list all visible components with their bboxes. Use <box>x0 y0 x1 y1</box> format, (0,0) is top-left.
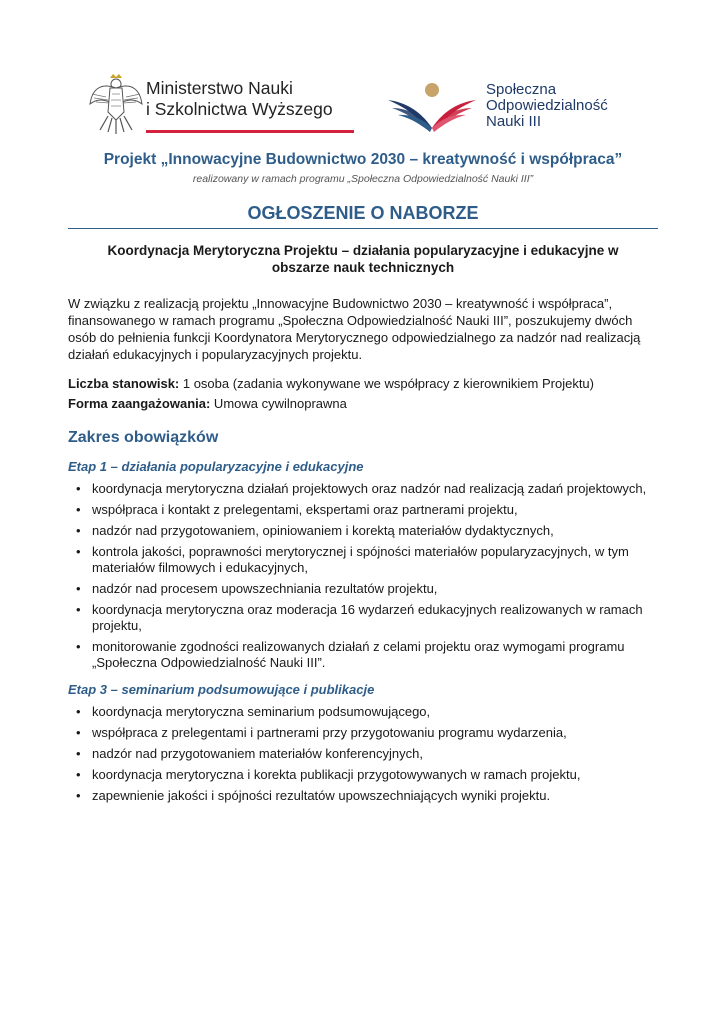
position-title <box>68 242 658 276</box>
list-item: • koordynacja merytoryczna działań projektowych oraz nadzór nad realizacją zadań projektowych, <box>68 481 658 497</box>
list-item: • koordynacja merytoryczna oraz moderacja 16 wydarzeń edukacyjnych realizowanych w ramach projektu, <box>68 602 658 634</box>
list-item: • koordynacja merytoryczna seminarium podsumowującego, <box>68 704 658 720</box>
list-item: • współpraca z prelegentami i partnerami przy przygotowaniu programu wydarzenia, <box>68 725 658 741</box>
son-program-logo <box>386 80 646 140</box>
list-item: • nadzór nad przygotowaniem, opiniowaniem i korektą materiałów dydaktycznych, <box>68 523 658 539</box>
eagle-emblem-icon <box>88 72 144 136</box>
announcement-heading: OGŁOSZENIE O NABORZE <box>247 203 479 223</box>
stage3-heading: Etap 3 – seminarium podsumowujące i publikacje <box>68 682 375 697</box>
engagement-form <box>68 395 658 412</box>
ministry-name <box>146 78 333 120</box>
position-title-line1: Koordynacja Merytoryczna Projektu – działania popularyzacyjne i edukacyjne w <box>107 243 619 258</box>
open-book-icon <box>386 80 478 136</box>
positions-count <box>68 375 658 392</box>
engagement-form-value: Umowa cywilnoprawna <box>210 396 347 411</box>
ministry-logo <box>88 72 338 136</box>
son-name-line2: Odpowiedzialność <box>486 97 608 114</box>
list-item: • monitorowanie zgodności realizowanych działań z celami projektu oraz wymogami programu „Społeczna Odpowiedzialność Nauki III”. <box>68 639 658 671</box>
logo-header <box>68 0 658 150</box>
position-title-line2: obszarze nauk technicznych <box>271 260 455 275</box>
son-program-name <box>486 82 608 130</box>
list-item: • kontrola jakości, poprawności merytorycznej i spójności materiałów popularyzacyjnych, w tym materiałów filmowych i edukacyjnych, <box>68 544 658 576</box>
son-name-line3: Nauki III <box>486 113 542 130</box>
intro-paragraph: W związku z realizacją projektu „Innowacyjne Budownictwo 2030 – kreatywność i współpraca”, finansowanego w ramach programu „Społeczna Odpowiedzialność Nauki III”, poszukujemy dwóch osób do pełnienia funkcji Koordynatora Merytorycznego odpowiedzialnego za nadzór nad realizacją działań edukacyjnych i popularyzacyjnych projektu. <box>68 296 641 362</box>
heading-divider <box>68 228 658 229</box>
son-name-line1: Społeczna <box>486 81 557 98</box>
positions-count-value: 1 osoba (zadania wykonywane we współpracy z kierownikiem Projektu) <box>179 376 594 391</box>
ministry-red-rule <box>146 130 354 133</box>
project-subtitle: realizowany w ramach programu „Społeczna Odpowiedzialność Nauki III” <box>192 173 534 185</box>
project-title: Projekt „Innowacyjne Budownictwo 2030 – kreatywność i współpraca” <box>103 151 623 168</box>
stage1-heading: Etap 1 – działania popularyzacyjne i edukacyjne <box>68 459 364 474</box>
position-details <box>68 375 658 412</box>
stage1-list <box>68 481 658 671</box>
list-item: • nadzór nad procesem upowszechniania rezultatów projektu, <box>68 581 658 597</box>
ministry-name-line2: i Szkolnictwa Wyższego <box>146 99 333 119</box>
engagement-form-label: Forma zaangażowania: <box>68 396 211 411</box>
list-item: • zapewnienie jakości i spójności rezultatów upowszechniających wyniki projektu. <box>68 788 658 804</box>
ministry-name-line1: Ministerstwo Nauki <box>146 78 293 98</box>
list-item: • koordynacja merytoryczna i korekta publikacji przygotowywanych w ramach projektu, <box>68 767 658 783</box>
positions-count-label: Liczba stanowisk: <box>68 376 180 391</box>
scope-heading: Zakres obowiązków <box>68 429 219 446</box>
stage3-list <box>68 704 658 804</box>
list-item: • współpraca i kontakt z prelegentami, ekspertami oraz partnerami projektu, <box>68 502 658 518</box>
list-item: • nadzór nad przygotowaniem materiałów konferencyjnych, <box>68 746 658 762</box>
